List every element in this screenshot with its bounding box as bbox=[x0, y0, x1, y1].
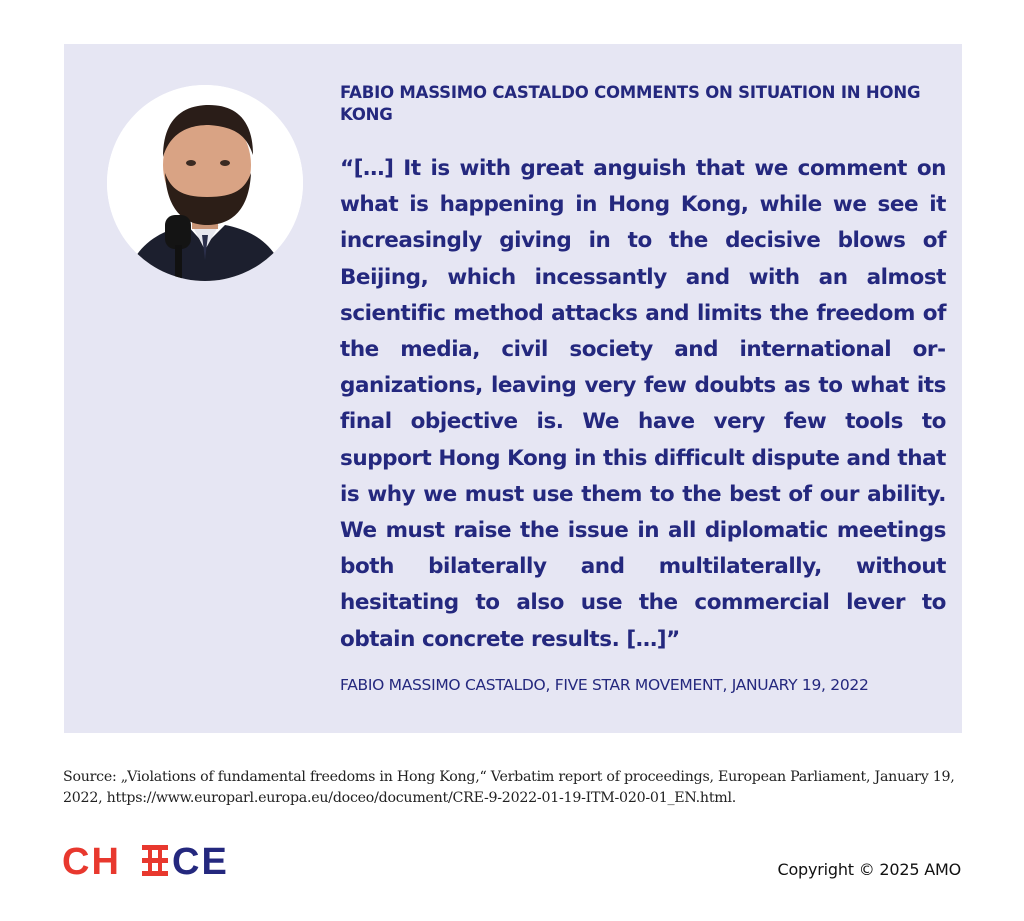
choice-logo bbox=[62, 841, 238, 879]
copyright-notice: Copyright © 2025 AMO bbox=[777, 860, 961, 879]
speaker-portrait bbox=[107, 85, 303, 281]
quote-heading: FABIO MASSIMO CASTALDO COMMENTS ON SITUATION IN HONG KONG bbox=[340, 83, 921, 124]
choice-logo-icon bbox=[62, 841, 238, 879]
source-note: Source: „Violations of fundamental freedoms in Hong Kong,“ Verbatim report of proceedings, European Parliament, January 19, 2022, https://www.europarl.europa.eu/doceo/document/CRE-9-2022-01-19-ITM-020-01_EN.html. bbox=[63, 769, 955, 806]
quote-attribution: FABIO MASSIMO CASTALDO, FIVE STAR MOVEMENT, JANUARY 19, 2022 bbox=[340, 676, 869, 694]
svg-text:CH: CH bbox=[62, 841, 121, 879]
svg-text:CE: CE bbox=[172, 841, 229, 879]
quote-card bbox=[64, 44, 962, 733]
quote-text: “[…] It is with great anguish that we comment on what is happening in Hong Kong, while we see it increasingly giving in to the decisive blows of Beijing, which incessantly and with an almost scientific method attacks and limits the freedom of the media, civil society and international organizations, leaving very few doubts as to what its final objective is. We have very few tools to support Hong Kong in this difficult dispute and that is why we must use them to the best of our ability. We must raise the issue in all diplomatic meetings both bilaterally and multilaterally, without hesitating to also use the commercial lever to obtain concrete results. […]” bbox=[340, 156, 946, 652]
speaker-photo-icon bbox=[107, 85, 303, 281]
